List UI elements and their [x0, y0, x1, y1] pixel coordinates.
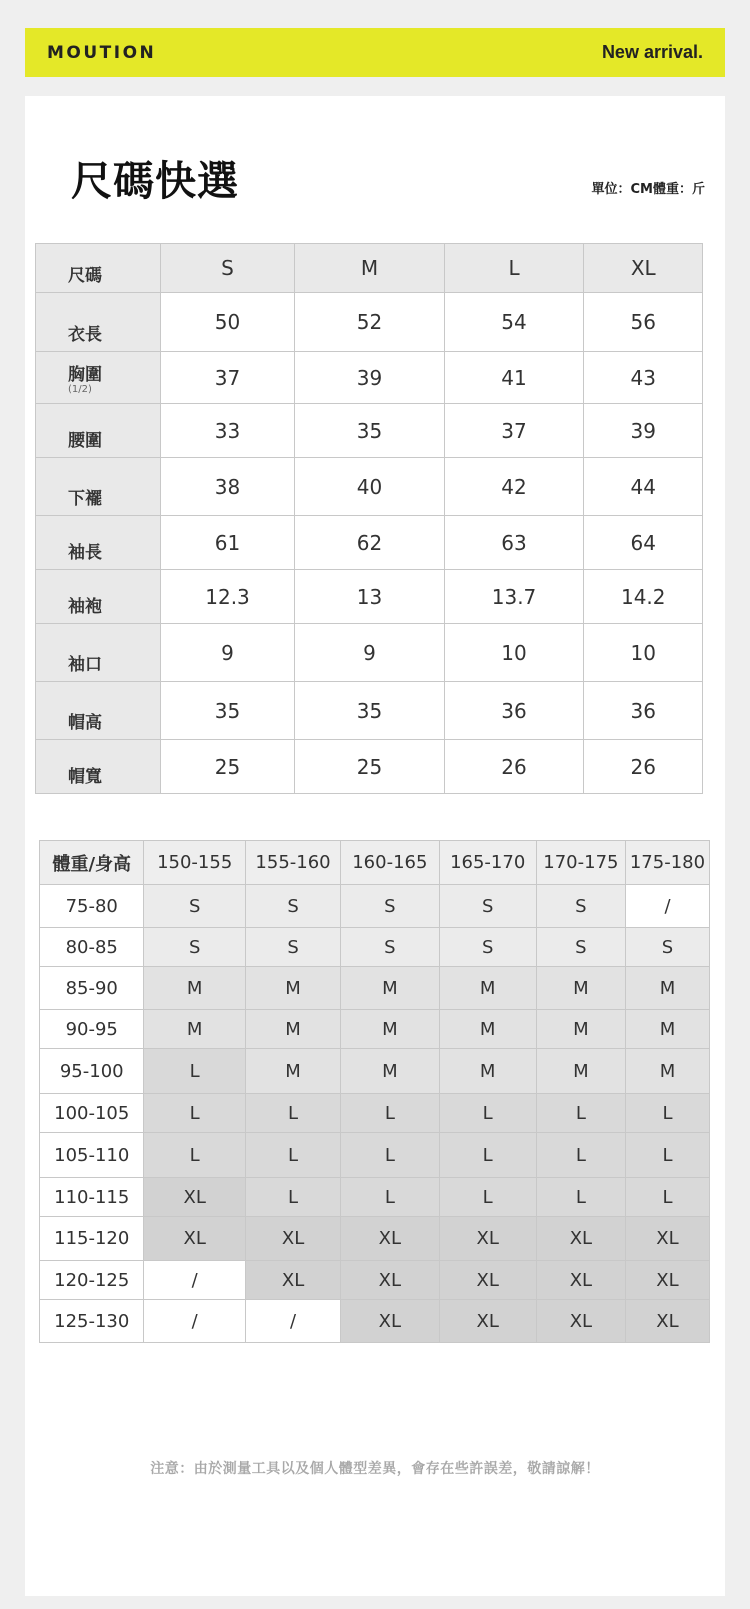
recommended-size-cell: L: [245, 1178, 340, 1217]
header-bar: [25, 28, 725, 77]
recommended-size-cell: L: [625, 1133, 709, 1178]
recommended-size-cell: XL: [536, 1217, 625, 1261]
recommended-size-cell: M: [536, 1049, 625, 1094]
measurement-value: 64: [584, 516, 703, 570]
measurement-value: 13: [295, 570, 444, 624]
recommended-size-cell: L: [439, 1133, 536, 1178]
weight-range-label: 95-100: [40, 1049, 144, 1094]
recommended-size-cell: S: [341, 928, 439, 967]
weight-range-label: 105-110: [40, 1133, 144, 1178]
recommended-size-cell: XL: [144, 1217, 245, 1261]
recommended-size-cell: L: [144, 1094, 245, 1133]
size-column-header: XL: [584, 244, 703, 293]
measurement-value: 36: [444, 682, 584, 740]
recommended-size-cell: M: [341, 1049, 439, 1094]
recommended-size-cell: XL: [536, 1261, 625, 1300]
measurement-disclaimer: 注意：由於測量工具以及個人體型差異，會存在些許誤差，敬請諒解！: [150, 1461, 600, 1477]
recommended-size-cell: XL: [439, 1217, 536, 1261]
measurement-row: [36, 516, 703, 570]
recommended-size-cell: XL: [341, 1261, 439, 1300]
recommended-size-cell: M: [536, 1010, 625, 1049]
measurement-label: [36, 458, 161, 516]
measurement-row: [36, 740, 703, 794]
recommended-size-cell: M: [341, 967, 439, 1010]
measurement-value: 40: [295, 458, 444, 516]
measurement-value: 39: [295, 352, 444, 404]
recommended-size-cell: XL: [536, 1300, 625, 1343]
recommended-size-cell: S: [536, 885, 625, 928]
measurement-label-text: 帽寬: [68, 767, 102, 787]
recommended-size-cell: /: [144, 1261, 245, 1300]
height-range-header: 165-170: [439, 841, 536, 885]
recommended-size-cell: M: [245, 967, 340, 1010]
recommended-size-cell: M: [245, 1010, 340, 1049]
measurement-row: [36, 293, 703, 352]
fit-row: [40, 885, 710, 928]
measurement-value: 9: [295, 624, 444, 682]
height-range-header: 170-175: [536, 841, 625, 885]
recommended-size-cell: M: [144, 967, 245, 1010]
measurement-label-text: 胸圍: [68, 365, 102, 385]
recommended-size-cell: M: [625, 1010, 709, 1049]
measurement-label-text: 衣長: [68, 325, 102, 345]
recommended-size-cell: M: [439, 967, 536, 1010]
measurement-value: 39: [584, 404, 703, 458]
measurement-value: 54: [444, 293, 584, 352]
recommended-size-cell: L: [341, 1133, 439, 1178]
recommended-size-cell: XL: [144, 1178, 245, 1217]
measurement-row: [36, 570, 703, 624]
fit-row: [40, 967, 710, 1010]
height-range-header: 150-155: [144, 841, 245, 885]
recommended-size-cell: M: [439, 1010, 536, 1049]
measurement-value: 13.7: [444, 570, 584, 624]
size-chart-card: [25, 96, 725, 1596]
recommended-size-cell: XL: [439, 1300, 536, 1343]
measurement-label: [36, 404, 161, 458]
measurement-label: [36, 570, 161, 624]
weight-range-label: 120-125: [40, 1261, 144, 1300]
recommended-size-cell: L: [341, 1094, 439, 1133]
weight-range-label: 115-120: [40, 1217, 144, 1261]
measurement-row: [36, 682, 703, 740]
recommended-size-cell: XL: [625, 1300, 709, 1343]
measurement-label-text: 袖袍: [68, 597, 102, 617]
measurement-value: 26: [584, 740, 703, 794]
weight-range-label: 80-85: [40, 928, 144, 967]
recommended-size-cell: S: [536, 928, 625, 967]
fit-row: [40, 1178, 710, 1217]
recommended-size-cell: M: [625, 1049, 709, 1094]
size-column-header: M: [295, 244, 444, 293]
fit-row: [40, 1010, 710, 1049]
recommended-size-cell: L: [625, 1178, 709, 1217]
measurement-value: 25: [160, 740, 295, 794]
fit-row: [40, 1217, 710, 1261]
measurement-value: 36: [584, 682, 703, 740]
recommended-size-cell: M: [625, 967, 709, 1010]
recommended-size-cell: XL: [625, 1217, 709, 1261]
height-range-header: 155-160: [245, 841, 340, 885]
recommended-size-cell: XL: [341, 1217, 439, 1261]
measurement-value: 52: [295, 293, 444, 352]
recommended-size-cell: S: [341, 885, 439, 928]
measurement-value: 37: [160, 352, 295, 404]
recommended-size-cell: XL: [341, 1300, 439, 1343]
height-range-header: 160-165: [341, 841, 439, 885]
recommended-size-cell: S: [245, 928, 340, 967]
recommended-size-cell: S: [625, 928, 709, 967]
size-column-header: L: [444, 244, 584, 293]
size-column-header: S: [160, 244, 295, 293]
measurement-value: 10: [584, 624, 703, 682]
fit-row: [40, 1133, 710, 1178]
measurement-value: 35: [160, 682, 295, 740]
measurement-value: 42: [444, 458, 584, 516]
measurement-row: [36, 352, 703, 404]
measurement-value: 25: [295, 740, 444, 794]
recommended-size-cell: XL: [245, 1217, 340, 1261]
recommended-size-cell: L: [245, 1133, 340, 1178]
measurement-value: 41: [444, 352, 584, 404]
measurement-label-text: 下襬: [68, 489, 102, 509]
weight-range-label: 85-90: [40, 967, 144, 1010]
unit-note: 單位：CM體重：斤: [591, 182, 705, 197]
measurement-label: [36, 293, 161, 352]
measurement-row: [36, 458, 703, 516]
recommended-size-cell: L: [341, 1178, 439, 1217]
measurement-label: [36, 624, 161, 682]
measurement-label-text: 袖長: [68, 543, 102, 563]
measurement-value: 50: [160, 293, 295, 352]
new-arrival-label: New arrival.: [601, 42, 703, 62]
recommended-size-cell: M: [439, 1049, 536, 1094]
recommended-size-cell: XL: [245, 1261, 340, 1300]
fit-row: [40, 1261, 710, 1300]
fit-row: [40, 1300, 710, 1343]
recommended-size-cell: L: [536, 1094, 625, 1133]
measurement-label-text: 帽高: [68, 713, 102, 733]
measurement-label-sub: (1/2): [68, 384, 92, 395]
weight-range-label: 100-105: [40, 1094, 144, 1133]
measurement-label-text: 腰圍: [68, 431, 102, 451]
measurement-value: 38: [160, 458, 295, 516]
size-measurement-table: [35, 243, 703, 794]
fit-header-row: [40, 841, 710, 885]
measurement-label: [36, 516, 161, 570]
fit-corner-label: 體重/身高: [40, 841, 144, 885]
measurement-value: 61: [160, 516, 295, 570]
weight-range-label: 110-115: [40, 1178, 144, 1217]
recommended-size-cell: S: [144, 885, 245, 928]
measurement-row: [36, 404, 703, 458]
measurement-value: 62: [295, 516, 444, 570]
fit-row: [40, 928, 710, 967]
recommended-size-cell: M: [144, 1010, 245, 1049]
recommended-size-cell: S: [245, 885, 340, 928]
fit-row: [40, 1094, 710, 1133]
recommended-size-cell: L: [144, 1049, 245, 1094]
fit-row: [40, 1049, 710, 1094]
size-corner-label: 尺碼: [36, 244, 161, 293]
measurement-label: [36, 682, 161, 740]
measurement-value: 10: [444, 624, 584, 682]
recommended-size-cell: L: [439, 1094, 536, 1133]
measurement-row: [36, 624, 703, 682]
recommended-size-cell: L: [625, 1094, 709, 1133]
weight-range-label: 90-95: [40, 1010, 144, 1049]
recommended-size-cell: L: [536, 1133, 625, 1178]
height-range-header: 175-180: [625, 841, 709, 885]
measurement-value: 43: [584, 352, 703, 404]
recommended-size-cell: M: [341, 1010, 439, 1049]
weight-range-label: 125-130: [40, 1300, 144, 1343]
measurement-label: [36, 740, 161, 794]
recommended-size-cell: L: [144, 1133, 245, 1178]
recommended-size-cell: XL: [439, 1261, 536, 1300]
measurement-value: 12.3: [160, 570, 295, 624]
recommended-size-cell: S: [144, 928, 245, 967]
measurement-label: [36, 352, 161, 404]
height-weight-fit-table: [39, 840, 710, 1343]
measurement-value: 56: [584, 293, 703, 352]
measurement-value: 26: [444, 740, 584, 794]
measurement-value: 37: [444, 404, 584, 458]
page-title: 尺碼快選: [71, 157, 239, 205]
measurement-value: 33: [160, 404, 295, 458]
measurement-value: 44: [584, 458, 703, 516]
measurement-value: 35: [295, 404, 444, 458]
recommended-size-cell: XL: [625, 1261, 709, 1300]
measurement-label-text: 袖口: [68, 655, 102, 675]
size-header-row: [36, 244, 703, 293]
measurement-value: 63: [444, 516, 584, 570]
recommended-size-cell: L: [536, 1178, 625, 1217]
recommended-size-cell: M: [245, 1049, 340, 1094]
recommended-size-cell: L: [245, 1094, 340, 1133]
recommended-size-cell: L: [439, 1178, 536, 1217]
recommended-size-cell: /: [144, 1300, 245, 1343]
recommended-size-cell: S: [439, 928, 536, 967]
recommended-size-cell: M: [536, 967, 625, 1010]
weight-range-label: 75-80: [40, 885, 144, 928]
measurement-value: 35: [295, 682, 444, 740]
recommended-size-cell: /: [625, 885, 709, 928]
brand-logo: MOUTION: [47, 42, 157, 63]
recommended-size-cell: /: [245, 1300, 340, 1343]
measurement-value: 14.2: [584, 570, 703, 624]
measurement-value: 9: [160, 624, 295, 682]
recommended-size-cell: S: [439, 885, 536, 928]
